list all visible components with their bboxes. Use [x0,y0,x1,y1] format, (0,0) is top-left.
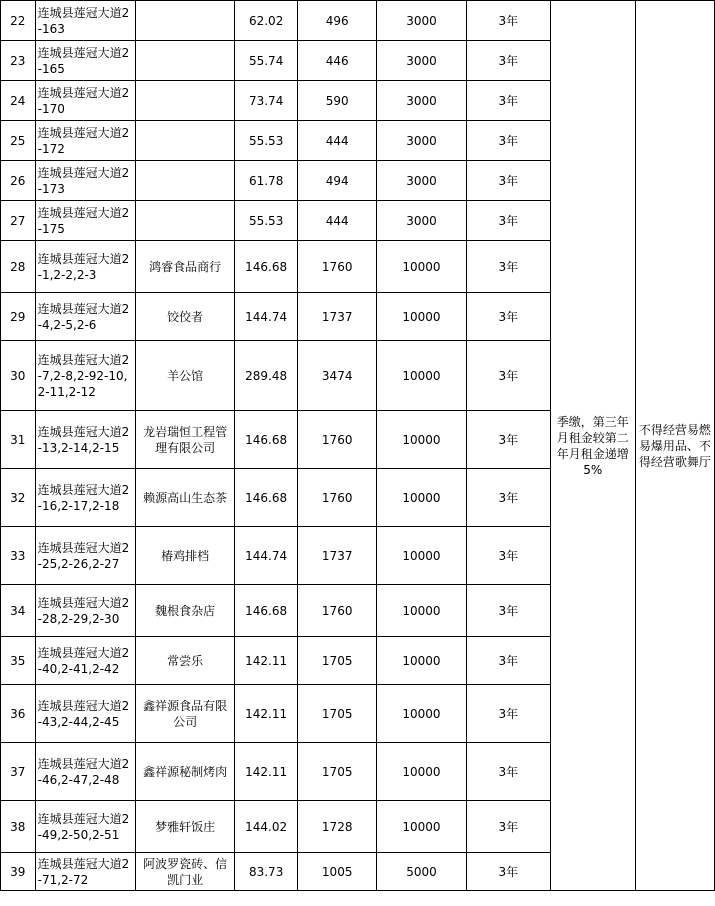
area-cell: 62.02 [235,1,298,41]
term-cell: 3年 [466,41,550,81]
address-cell: 连城县莲冠大道2-25,2-26,2-27 [35,527,136,585]
address-cell: 连城县莲冠大道2-170 [35,81,136,121]
monthly-rent-cell: 444 [298,201,377,241]
address-cell: 连城县莲冠大道2-40,2-41,2-42 [35,637,136,685]
row-number-cell: 36 [1,685,36,743]
row-number-cell: 32 [1,469,36,527]
row-number-cell: 28 [1,241,36,293]
area-cell: 73.74 [235,81,298,121]
payment-terms-cell: 季缴，第三年月租金较第二年月租金递增5% [550,1,635,891]
area-cell: 144.02 [235,801,298,853]
term-cell: 3年 [466,743,550,801]
area-cell: 146.68 [235,241,298,293]
area-cell: 144.74 [235,527,298,585]
term-cell: 3年 [466,585,550,637]
address-cell: 连城县莲冠大道2-43,2-44,2-45 [35,685,136,743]
tenant-cell: 阿波罗瓷砖、信凯门业 [136,853,235,891]
area-cell: 142.11 [235,637,298,685]
row-number-cell: 39 [1,853,36,891]
area-cell: 142.11 [235,685,298,743]
tenant-cell: 鸿睿食品商行 [136,241,235,293]
deposit-cell: 3000 [377,201,467,241]
tenant-cell: 鑫祥源秘制烤肉 [136,743,235,801]
monthly-rent-cell: 590 [298,81,377,121]
deposit-cell: 10000 [377,411,467,469]
area-cell: 146.68 [235,585,298,637]
deposit-cell: 10000 [377,685,467,743]
monthly-rent-cell: 494 [298,161,377,201]
address-cell: 连城县莲冠大道2-1,2-2,2-3 [35,241,136,293]
area-cell: 55.53 [235,121,298,161]
tenant-cell: 鑫祥源食品有限公司 [136,685,235,743]
tenant-cell [136,81,235,121]
rental-table-body [1,1,715,891]
tenant-cell: 常尝乐 [136,637,235,685]
tenant-cell [136,1,235,41]
deposit-cell: 10000 [377,469,467,527]
area-cell: 144.74 [235,293,298,341]
row-number-cell: 31 [1,411,36,469]
row-number-cell: 33 [1,527,36,585]
tenant-cell: 椿鸡排档 [136,527,235,585]
term-cell: 3年 [466,293,550,341]
deposit-cell: 3000 [377,41,467,81]
term-cell: 3年 [466,241,550,293]
monthly-rent-cell: 1737 [298,293,377,341]
deposit-cell: 5000 [377,853,467,891]
business-restriction-cell: 不得经营易燃易爆用品、不得经营歌舞厅 [635,1,714,891]
deposit-cell: 10000 [377,527,467,585]
term-cell: 3年 [466,81,550,121]
tenant-cell: 羊公馆 [136,341,235,411]
monthly-rent-cell: 1760 [298,585,377,637]
tenant-cell: 饺佼者 [136,293,235,341]
area-cell: 61.78 [235,161,298,201]
row-number-cell: 22 [1,1,36,41]
address-cell: 连城县莲冠大道2-28,2-29,2-30 [35,585,136,637]
row-number-cell: 34 [1,585,36,637]
deposit-cell: 3000 [377,81,467,121]
table-row [1,1,715,41]
area-cell: 289.48 [235,341,298,411]
tenant-cell: 魏根食杂店 [136,585,235,637]
monthly-rent-cell: 446 [298,41,377,81]
area-cell: 146.68 [235,469,298,527]
row-number-cell: 30 [1,341,36,411]
term-cell: 3年 [466,411,550,469]
term-cell: 3年 [466,801,550,853]
deposit-cell: 10000 [377,293,467,341]
monthly-rent-cell: 1705 [298,637,377,685]
monthly-rent-cell: 1737 [298,527,377,585]
term-cell: 3年 [466,469,550,527]
address-cell: 连城县莲冠大道2-175 [35,201,136,241]
term-cell: 3年 [466,161,550,201]
address-cell: 连城县莲冠大道2-173 [35,161,136,201]
row-number-cell: 25 [1,121,36,161]
address-cell: 连城县莲冠大道2-49,2-50,2-51 [35,801,136,853]
tenant-cell: 龙岩瑞恒工程管理有限公司 [136,411,235,469]
deposit-cell: 10000 [377,241,467,293]
row-number-cell: 27 [1,201,36,241]
address-cell: 连城县莲冠大道2-46,2-47,2-48 [35,743,136,801]
address-cell: 连城县莲冠大道2-7,2-8,2-92-10,2-11,2-12 [35,341,136,411]
deposit-cell: 10000 [377,743,467,801]
row-number-cell: 26 [1,161,36,201]
address-cell: 连城县莲冠大道2-13,2-14,2-15 [35,411,136,469]
row-number-cell: 24 [1,81,36,121]
term-cell: 3年 [466,637,550,685]
monthly-rent-cell: 1705 [298,743,377,801]
deposit-cell: 3000 [377,161,467,201]
monthly-rent-cell: 1760 [298,411,377,469]
row-number-cell: 29 [1,293,36,341]
term-cell: 3年 [466,853,550,891]
deposit-cell: 3000 [377,121,467,161]
address-cell: 连城县莲冠大道2-172 [35,121,136,161]
monthly-rent-cell: 1728 [298,801,377,853]
row-number-cell: 38 [1,801,36,853]
tenant-cell [136,161,235,201]
deposit-cell: 10000 [377,801,467,853]
row-number-cell: 23 [1,41,36,81]
monthly-rent-cell: 496 [298,1,377,41]
deposit-cell: 10000 [377,341,467,411]
term-cell: 3年 [466,527,550,585]
monthly-rent-cell: 1005 [298,853,377,891]
term-cell: 3年 [466,685,550,743]
address-cell: 连城县莲冠大道2-71,2-72 [35,853,136,891]
tenant-cell [136,121,235,161]
tenant-cell: 梦雅轩饭庄 [136,801,235,853]
address-cell: 连城县莲冠大道2-16,2-17,2-18 [35,469,136,527]
area-cell: 146.68 [235,411,298,469]
address-cell: 连城县莲冠大道2-165 [35,41,136,81]
row-number-cell: 37 [1,743,36,801]
term-cell: 3年 [466,1,550,41]
monthly-rent-cell: 1760 [298,241,377,293]
term-cell: 3年 [466,341,550,411]
deposit-cell: 10000 [377,637,467,685]
term-cell: 3年 [466,201,550,241]
area-cell: 55.74 [235,41,298,81]
area-cell: 83.73 [235,853,298,891]
monthly-rent-cell: 444 [298,121,377,161]
tenant-cell: 赖源高山生态茶 [136,469,235,527]
address-cell: 连城县莲冠大道2-163 [35,1,136,41]
monthly-rent-cell: 1760 [298,469,377,527]
term-cell: 3年 [466,121,550,161]
tenant-cell [136,201,235,241]
row-number-cell: 35 [1,637,36,685]
address-cell: 连城县莲冠大道2-4,2-5,2-6 [35,293,136,341]
monthly-rent-cell: 1705 [298,685,377,743]
deposit-cell: 3000 [377,1,467,41]
area-cell: 142.11 [235,743,298,801]
deposit-cell: 10000 [377,585,467,637]
area-cell: 55.53 [235,201,298,241]
tenant-cell [136,41,235,81]
monthly-rent-cell: 3474 [298,341,377,411]
